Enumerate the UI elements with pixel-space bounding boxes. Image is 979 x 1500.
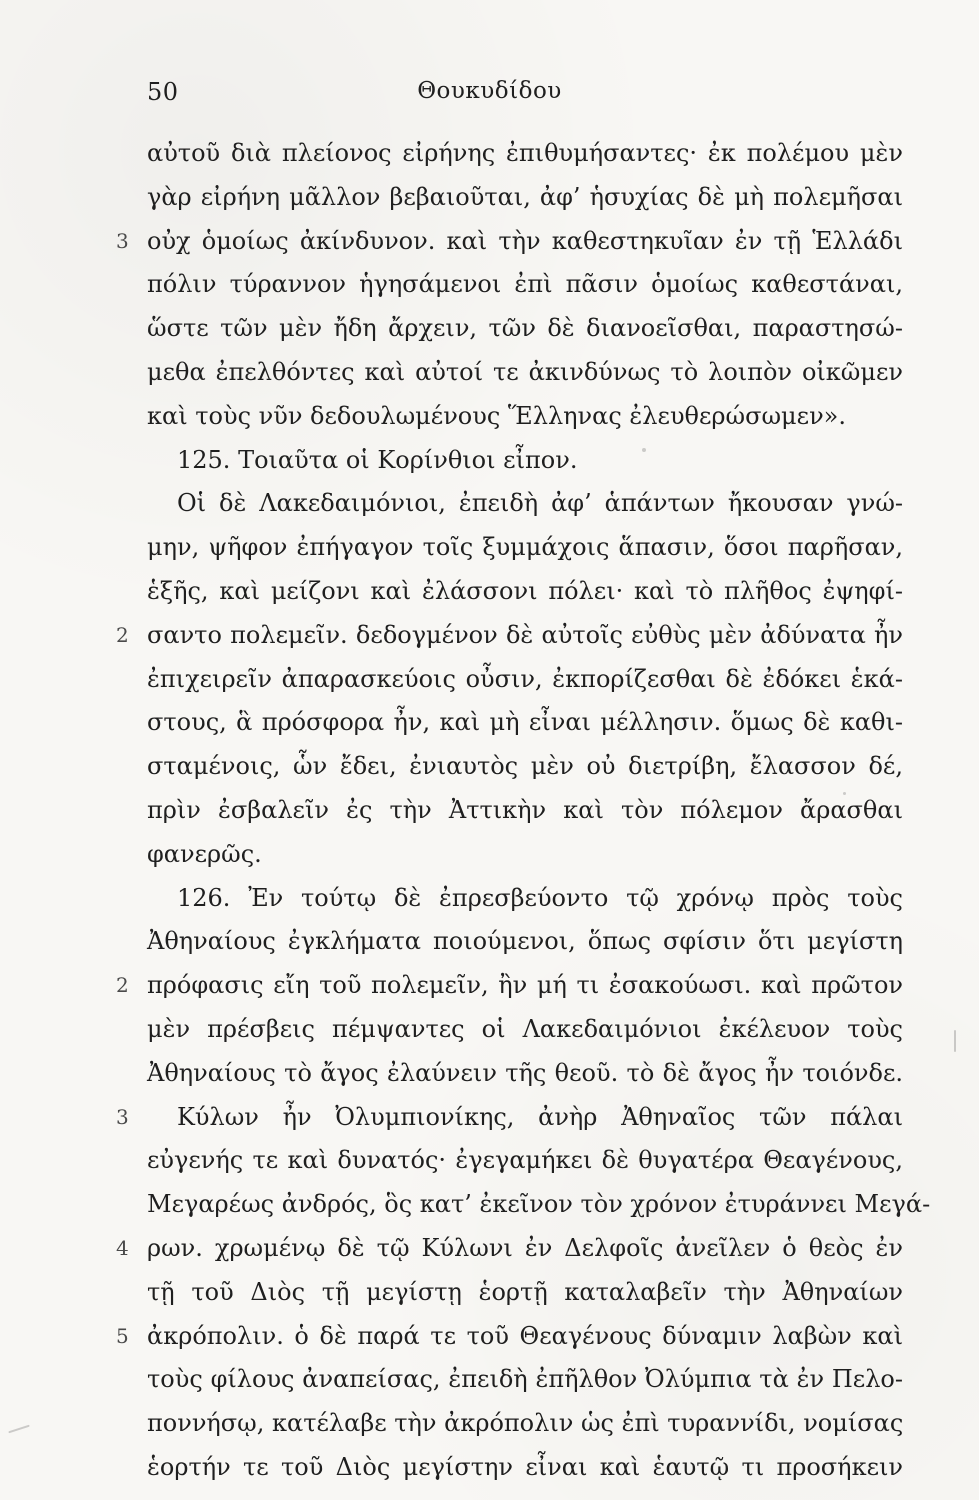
text-line-29 — [147, 1358, 903, 1402]
line-text: τῇ τοῦ Διὸς τῇ μεγίστῃ ἑορτῇ καταλαβεῖν τὴν Ἀθηναίων — [147, 1277, 903, 1306]
text-line-25 — [147, 1183, 931, 1227]
line-text: μεθα ἐπελθόντες καὶ αὐτοί τε ἀκινδύνως τὸ λοιπὸν οἰκῶμεν — [147, 357, 903, 386]
text-line-28 — [116, 1315, 903, 1359]
text-line-1 — [147, 132, 903, 176]
text-line-17 — [147, 833, 903, 877]
text-line-23 — [116, 1096, 903, 1140]
line-text: στους, ἃ πρόσφορα ἦν, καὶ μὴ εἶναι μέλλησιν. ὅμως δὲ καθι- — [147, 708, 903, 737]
text-line-2 — [147, 176, 903, 220]
margin-note: 4 — [116, 1235, 129, 1260]
line-text: ἑξῆς, καὶ μείζονι καὶ ἐλάσσονι πόλει· καὶ τὸ πλῆθος ἐψηφί- — [147, 576, 903, 605]
text-line-22 — [147, 1052, 903, 1096]
text-line-24 — [147, 1139, 903, 1183]
text-line-9 — [147, 482, 903, 526]
text-line-4 — [147, 263, 903, 307]
line-text: ρων. χρωμένῳ δὲ τῷ Κύλωνι ἐν Δελφοῖς ἀνεῖλεν ὁ θεὸς ἐν — [147, 1233, 903, 1262]
line-text: σαντο πολεμεῖν. δεδογμένον δὲ αὐτοῖς εὐθὺς μὲν ἀδύνατα ἦν — [147, 620, 903, 649]
text-line-8 — [147, 439, 903, 483]
paper-speck — [642, 448, 646, 452]
line-text: ὥστε τῶν μὲν ἤδη ἄρχειν, τῶν δὲ διανοεῖσθαι, παραστησώ- — [147, 314, 903, 343]
text-line-6 — [147, 351, 903, 395]
text-line-27 — [147, 1271, 903, 1315]
line-text: καὶ τοὺς νῦν δεδουλωμένους Ἕλληνας ἐλευθερώσωμεν». — [147, 401, 846, 430]
line-text: οὐχ ὁμοίως ἀκίνδυνον. καὶ τὴν καθεστηκυῖαν ἐν τῇ Ἑλλάδι — [147, 226, 903, 255]
paper-speck — [843, 792, 846, 795]
text-line-12 — [116, 614, 903, 658]
line-text: 126. Ἐν τούτῳ δὲ ἐπρεσβεύοντο τῷ χρόνῳ πρὸς τοὺς — [177, 883, 903, 912]
text-line-3 — [116, 220, 903, 264]
line-text: Ἀθηναίους τὸ ἄγος ἐλαύνειν τῆς θεοῦ. τὸ δὲ ἄγος ἦν τοιόνδε. — [147, 1058, 903, 1087]
line-text: 125. Τοιαῦτα οἱ Κορίνθιοι εἶπον. — [177, 445, 578, 474]
line-text: Μεγαρέως ἀνδρός, ὃς κατ’ ἐκεῖνον τὸν χρόνον ἐτυράννει Μεγά- — [147, 1190, 931, 1219]
line-text: ἐπιχειρεῖν ἀπαρασκεύοις οὖσιν, ἐκπορίζεσθαι δὲ ἐδόκει ἑκά- — [147, 664, 903, 693]
line-text: ἑορτήν τε τοῦ Διὸς μεγίστην εἶναι καὶ ἑαυτῷ τι προσήκειν — [147, 1452, 903, 1481]
text-line-30 — [147, 1402, 903, 1446]
margin-note: 2 — [116, 973, 129, 998]
paper-speck — [8, 1425, 30, 1434]
text-line-13 — [147, 658, 903, 702]
line-text: ποννήσῳ, κατέλαβε τὴν ἀκρόπολιν ὡς ἐπὶ τυραννίδι, νομίσας — [147, 1409, 904, 1438]
line-text: αὐτοῦ διὰ πλείονος εἰρήνης ἐπιθυμήσαντες· ἐκ πολέμου μὲν — [147, 139, 903, 167]
line-text: σταμένοις, ὧν ἔδει, ἐνιαυτὸς μὲν οὐ διετρίβη, ἔλασσον δέ, — [147, 752, 903, 781]
line-text: πρὶν ἐσβαλεῖν ἐς τὴν Ἀττικὴν καὶ τὸν πόλεμον ἄρασθαι — [147, 795, 903, 824]
line-text: Ἀθηναίους ἐγκλήματα ποιούμενοι, ὅπως σφίσιν ὅτι μεγίστη — [147, 927, 903, 956]
line-text: Κύλων ἦν Ὀλυμπιονίκης, ἀνὴρ Ἀθηναῖος τῶν πάλαι — [177, 1102, 903, 1131]
text-line-16 — [147, 789, 903, 833]
text-line-20 — [116, 964, 903, 1008]
text-line-19 — [147, 920, 903, 964]
text-line-15 — [147, 745, 903, 789]
text-line-21 — [147, 1008, 903, 1052]
page-number: 50 — [147, 78, 179, 106]
margin-note: 3 — [116, 228, 129, 253]
page-header — [0, 78, 979, 114]
line-text: ἀκρόπολιν. ὁ δὲ παρά τε τοῦ Θεαγένους δύναμιν λαβὼν καὶ — [147, 1321, 903, 1350]
text-line-31 — [147, 1446, 903, 1490]
line-text: πρόφασις εἴη τοῦ πολεμεῖν, ἢν μή τι ἐσακούωσι. καὶ πρῶτον — [147, 971, 903, 1000]
text-line-11 — [147, 570, 903, 614]
paper-speck — [954, 1030, 956, 1052]
text-line-10 — [147, 526, 903, 570]
margin-note: 3 — [116, 1104, 129, 1129]
main-text — [116, 132, 931, 1490]
running-title: Θουκυδίδου — [417, 78, 562, 104]
line-text: μὲν πρέσβεις πέμψαντες οἱ Λακεδαιμόνιοι ἐκέλευον τοὺς — [147, 1014, 903, 1043]
text-line-5 — [147, 307, 903, 351]
line-text: πόλιν τύραννον ἡγησάμενοι ἐπὶ πᾶσιν ὁμοίως καθεστάναι, — [147, 270, 903, 299]
line-text: εὐγενής τε καὶ δυνατός· ἐγεγαμήκει δὲ θυγατέρα Θεαγένους, — [147, 1146, 903, 1175]
margin-note: 2 — [116, 622, 129, 647]
text-line-18 — [147, 877, 903, 921]
line-text: τοὺς φίλους ἀναπείσας, ἐπειδὴ ἐπῆλθον Ὀλύμπια τὰ ἐν Πελο- — [147, 1365, 903, 1394]
text-line-7 — [147, 395, 903, 439]
text-line-26 — [116, 1227, 903, 1271]
text-line-14 — [147, 701, 903, 745]
margin-note: 5 — [116, 1323, 129, 1348]
line-text: μην, ψῆφον ἐπήγαγον τοῖς ξυμμάχοις ἅπασιν, ὅσοι παρῆσαν, — [147, 533, 903, 562]
line-text: Οἱ δὲ Λακεδαιμόνιοι, ἐπειδὴ ἀφ’ ἁπάντων ἤκουσαν γνώ- — [177, 489, 903, 518]
line-text: γὰρ εἰρήνη μᾶλλον βεβαιοῦται, ἀφ’ ἡσυχίας δὲ μὴ πολεμῆσαι — [147, 182, 903, 211]
line-text: φανερῶς. — [147, 839, 262, 868]
